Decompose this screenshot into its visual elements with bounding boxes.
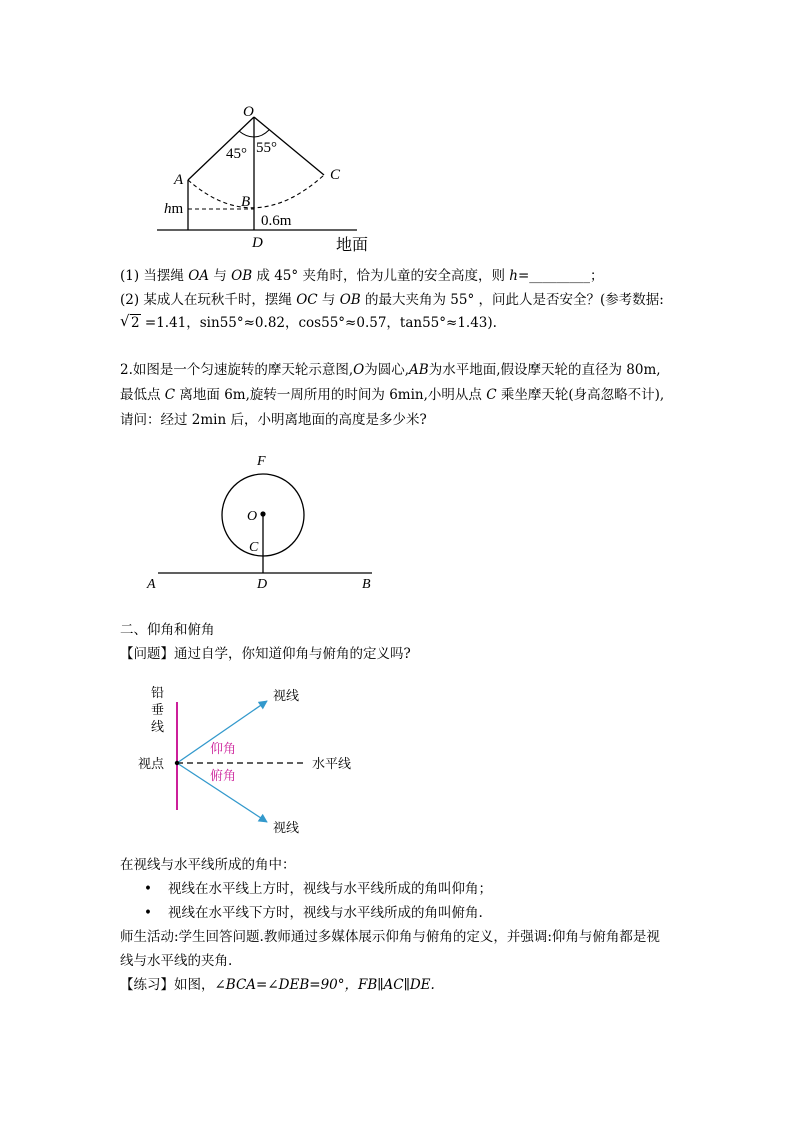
plumb-label-2: 垂 <box>151 703 165 718</box>
bullet-dot: • <box>144 881 152 897</box>
label-B: B <box>241 194 251 210</box>
question-2-reference: √ 2 =1.41，sin55°≈0.82，cos55°≈0.57，tan55°≈1.43). <box>120 312 497 331</box>
label-D: D <box>252 235 263 251</box>
label-O: O <box>243 104 254 120</box>
sight-label-bottom: 视线 <box>273 821 300 836</box>
swing-arc <box>188 175 324 208</box>
label-A: A <box>174 172 184 188</box>
question-definition: 【问题】通过自学，你知道仰角与俯角的定义吗? <box>120 646 411 662</box>
label-B: B <box>362 577 371 592</box>
label-ground: 地面 <box>336 235 369 254</box>
label-A: A <box>147 577 156 592</box>
label-C: C <box>249 540 259 555</box>
section-title: 二、仰角和俯角 <box>120 622 215 638</box>
question-1: (1) 当摆绳 OA 与 OB 成 45° 夹角时，恰为儿童的安全高度，则 h=_________； <box>120 268 604 284</box>
angle-arc-45 <box>239 131 254 137</box>
plumb-label-3: 线 <box>151 720 165 735</box>
plumb-label-1: 铅 <box>151 686 165 701</box>
angle-figure <box>130 680 390 840</box>
label-F: F <box>257 454 266 469</box>
ferris-wheel-figure <box>140 448 390 598</box>
label-55: 55° <box>256 140 277 156</box>
label-O: O <box>247 509 258 524</box>
angles-intro: 在视线与水平线所成的角中： <box>120 857 296 873</box>
label-h: hm <box>164 201 184 217</box>
label-45: 45° <box>226 146 247 162</box>
viewpoint-label: 视点 <box>138 757 165 772</box>
label-C: C <box>330 167 341 183</box>
sight-label-top: 视线 <box>273 689 300 704</box>
problem-2-line-3: 请问：经过 2min 后，小明离地面的高度是多少米? <box>120 412 427 428</box>
horizontal-label: 水平线 <box>312 757 352 772</box>
elevation-label: 仰角 <box>210 742 237 757</box>
question-2: (2) 某成人在玩秋千时，摆绳 OC 与 OB 的最大夹角为 55° ，问此人是否安全？(参考数据: <box>120 292 664 308</box>
problem-2-line-2: 最低点 C 离地面 6m,旋转一周所用的时间为 6min,小明从点 C 乘坐摩天轮(身高忽略不计), <box>120 387 665 403</box>
bullet-elevation: • 视线在水平线上方时，视线与水平线所成的角叫仰角； <box>144 881 492 897</box>
label-dist: 0.6m <box>261 213 292 229</box>
activity-line-1: 师生活动:学生回答问题.教师通过多媒体展示仰角与俯角的定义，并强调:仰角与俯角都是视 <box>120 929 660 945</box>
depression-label: 俯角 <box>210 769 237 784</box>
angle-arc-55 <box>254 130 269 137</box>
bullet-dot: • <box>144 905 152 921</box>
activity-line-2: 线与水平线的夹角. <box>120 953 233 969</box>
practice: 【练习】如图，∠BCA=∠DEB=90°，FB∥AC∥DE. <box>120 977 435 993</box>
swing-figure <box>150 100 390 260</box>
label-D: D <box>257 577 268 592</box>
bullet-depression: • 视线在水平线下方时，视线与水平线所成的角叫俯角. <box>144 905 483 921</box>
problem-2-line-1: 2.如图是一个匀速旋转的摩天轮示意图,O为圆心,AB为水平地面,假设摩天轮的直径为 80m, <box>120 362 661 378</box>
viewpoint-dot <box>175 761 179 765</box>
